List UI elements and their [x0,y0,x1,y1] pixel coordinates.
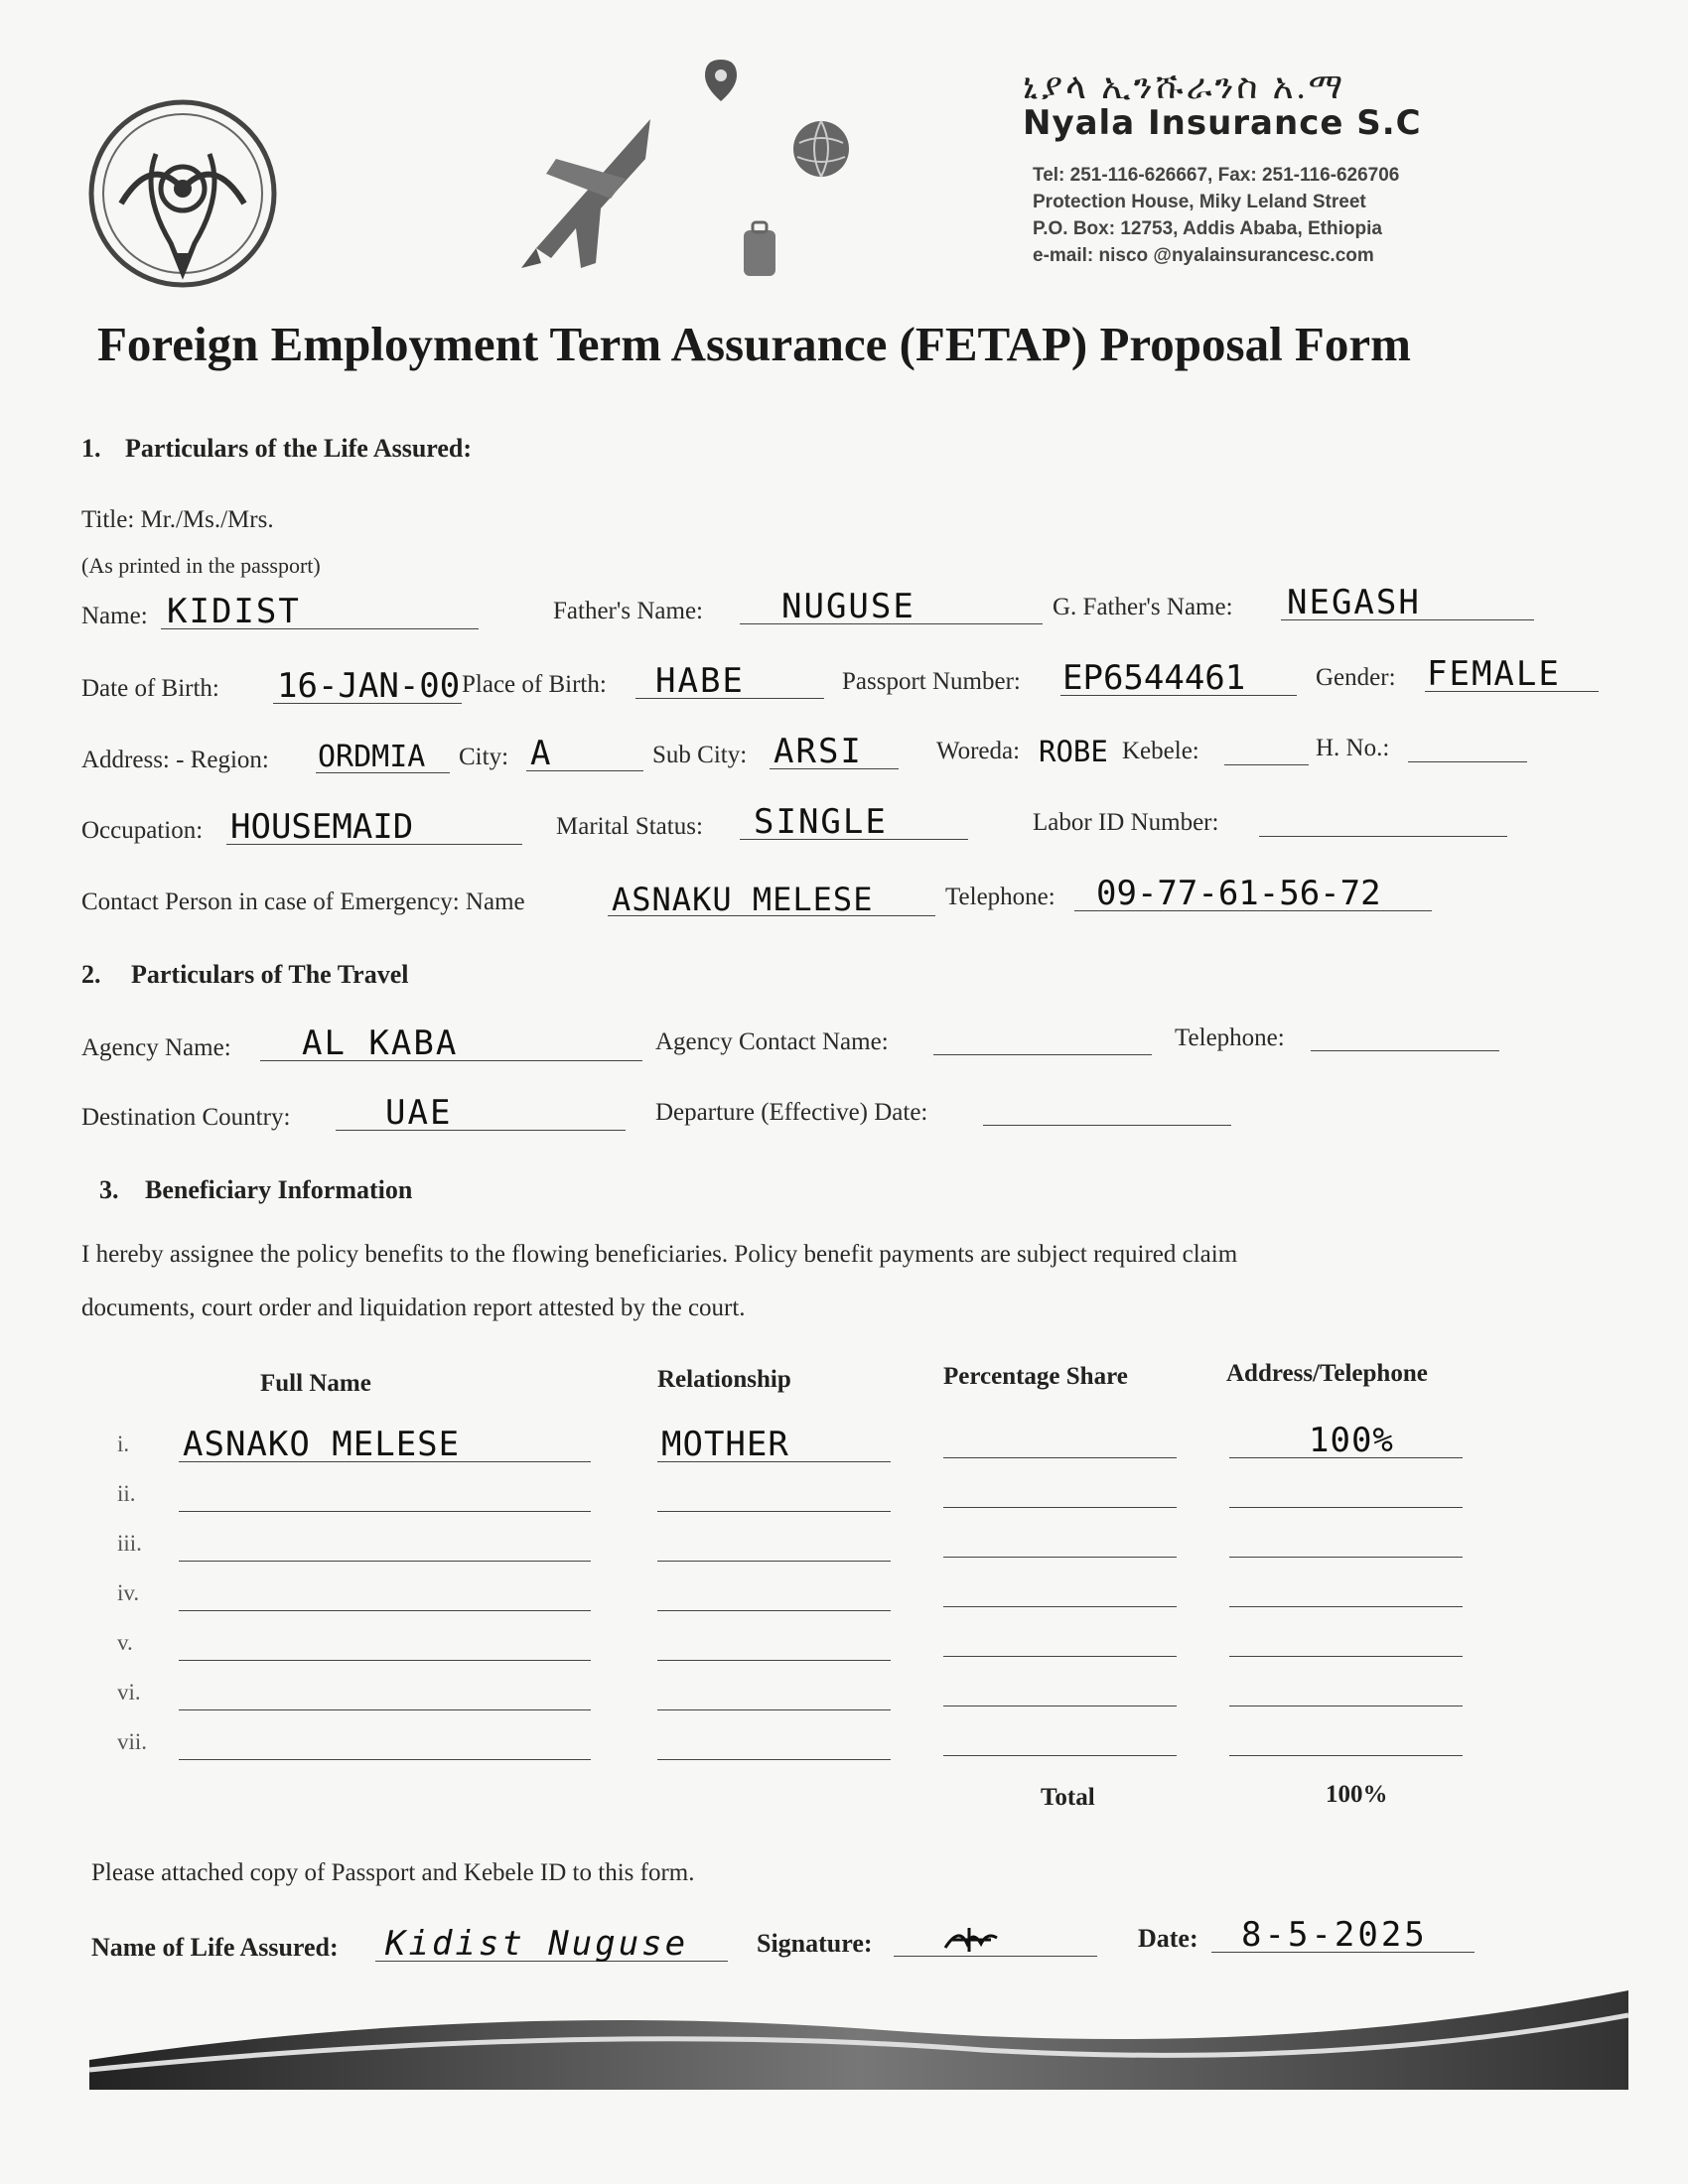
beneficiary-row-number: iii. [117,1531,142,1556]
beneficiary-address-field[interactable] [1229,1755,1463,1756]
gfather-name-field[interactable] [1281,583,1534,622]
total-value: 100% [1326,1781,1388,1808]
beneficiary-percentage-field[interactable] [943,1457,1177,1458]
passport-number-value: EP6544461 [1062,658,1246,698]
beneficiary-row-number: ii. [117,1481,136,1506]
contact-email: e-mail: nisco @nyalainsurancesc.com [1033,245,1374,266]
passport-number-label: Passport Number: [842,668,1021,695]
emergency-telephone-label: Telephone: [945,884,1055,910]
father-name-label: Father's Name: [553,598,703,624]
date-value: 8-5-2025 [1241,1915,1428,1955]
total-label: Total [1041,1784,1095,1811]
beneficiary-full-name: ASNAKO MELESE [183,1425,461,1464]
col-header-full-name: Full Name [260,1370,371,1397]
beneficiary-row-number: iv. [117,1580,140,1605]
contact-address: Protection House, Miky Leland Street [1033,192,1366,212]
section2-number: 2. [81,960,101,989]
agency-name-field[interactable] [260,1024,642,1063]
beneficiary-percentage-field[interactable] [943,1557,1177,1558]
beneficiary-row-number: v. [117,1630,133,1655]
date-label: Date: [1138,1924,1198,1953]
agency-telephone-field[interactable] [1311,1050,1499,1051]
airplane-icon [516,99,665,278]
title-label: Title: Mr./Ms./Mrs. [81,506,274,533]
name-field[interactable] [161,592,479,631]
kebele-field[interactable] [1224,764,1309,765]
gfather-name-label: G. Father's Name: [1053,594,1233,620]
name-label: Name: [81,603,148,629]
emergency-contact-field[interactable] [608,881,935,918]
kebele-label: Kebele: [1122,738,1199,764]
emergency-contact-value: ASNAKU MELESE [612,881,874,918]
beneficiary-address-field[interactable] [1229,1557,1463,1558]
beneficiary-full-name-field[interactable] [179,1709,591,1710]
destination-country-field[interactable] [336,1093,626,1133]
beneficiary-relationship-field[interactable] [657,1610,891,1611]
life-assured-field[interactable] [375,1924,728,1964]
woreda-label: Woreda: [936,738,1021,764]
beneficiary-relationship-field[interactable] [657,1709,891,1710]
departure-date-field[interactable] [983,1125,1231,1126]
father-name-field[interactable] [740,587,1043,626]
company-logo [81,94,285,293]
region-label: Address: - Region: [81,747,269,773]
pob-field[interactable] [635,661,824,701]
section2-heading: Particulars of The Travel [131,960,409,989]
city-value: A [530,734,553,773]
gfather-name-value: NEGASH [1287,583,1421,622]
passport-note: (As printed in the passport) [81,553,321,578]
beneficiary-relationship: MOTHER [661,1425,789,1464]
agency-name-label: Agency Name: [81,1034,231,1061]
occupation-field[interactable] [226,807,522,847]
beneficiary-relationship-field[interactable] [657,1561,891,1562]
pob-label: Place of Birth: [462,671,607,698]
marital-status-label: Marital Status: [556,813,703,840]
contact-block [1033,162,1399,269]
company-name-amharic: ኒያላ ኢንሹራንስ አ.ማ [1023,67,1346,106]
occupation-value: HOUSEMAID [230,807,414,847]
pob-value: HABE [655,661,745,701]
beneficiary-address-field[interactable] [1229,1606,1463,1607]
woreda-value[interactable]: ROBE [1039,735,1108,768]
father-name-value: NUGUSE [781,587,915,626]
beneficiary-address-field[interactable] [1229,1507,1463,1508]
beneficiary-row-number: i. [117,1432,130,1456]
agency-contact-field[interactable] [933,1054,1152,1055]
life-assured-value: Kidist Nuguse [385,1924,689,1964]
subcity-field[interactable] [770,732,899,771]
col-header-address-telephone: Address/Telephone [1226,1360,1428,1387]
col-header-relationship: Relationship [657,1366,791,1393]
agency-telephone-label: Telephone: [1175,1024,1285,1051]
globe-icon [789,117,853,181]
beneficiary-full-name-field[interactable] [179,1425,591,1464]
beneficiary-statement-line2: documents, court order and liquidation report attested by the court. [81,1295,746,1321]
region-value: ORDMIA [318,740,426,774]
hno-field[interactable] [1408,761,1527,762]
subcity-value: ARSI [774,732,863,771]
col-header-percentage-share: Percentage Share [943,1363,1128,1390]
beneficiary-row-number: vi. [117,1680,141,1705]
agency-contact-label: Agency Contact Name: [655,1028,889,1055]
dob-label: Date of Birth: [81,675,219,702]
beneficiary-full-name-field[interactable] [179,1610,591,1611]
pin-icon [701,58,741,103]
emergency-telephone-field[interactable] [1074,874,1432,913]
beneficiary-percentage-field[interactable] [943,1507,1177,1508]
beneficiary-full-name-field[interactable] [179,1561,591,1562]
date-field[interactable] [1211,1915,1475,1955]
beneficiary-address-field[interactable] [1229,1421,1463,1460]
form-title: Foreign Employment Term Assurance (FETAP) Proposal Form [97,317,1411,371]
name-value: KIDIST [167,592,301,631]
section1-heading: Particulars of the Life Assured: [125,434,473,463]
dob-value: 16-JAN-00 [277,666,461,706]
footer-wave-band [89,1971,1628,2090]
contact-tel: Tel: 251-116-626667, Fax: 251-116-626706 [1033,165,1400,186]
subcity-label: Sub City: [652,742,748,768]
gender-field[interactable] [1425,654,1599,694]
gender-value: FEMALE [1427,654,1561,694]
life-assured-label: Name of Life Assured: [91,1933,339,1962]
city-label: City: [459,744,509,770]
luggage-icon [740,220,779,280]
beneficiary-percentage-field[interactable] [943,1656,1177,1657]
labor-id-field[interactable] [1259,836,1507,837]
city-field[interactable] [526,734,643,773]
beneficiary-address-field[interactable] [1229,1656,1463,1657]
occupation-label: Occupation: [81,817,204,844]
section3-number: 3. [99,1175,119,1204]
dob-field[interactable] [273,666,462,706]
marital-status-field[interactable] [740,802,968,842]
departure-date-label: Departure (Effective) Date: [655,1099,928,1126]
labor-id-label: Labor ID Number: [1033,809,1219,836]
emergency-telephone-value: 09-77-61-56-72 [1096,874,1381,913]
beneficiary-relationship-field[interactable] [657,1425,891,1464]
attach-note: Please attached copy of Passport and Kebele ID to this form. [91,1859,695,1886]
beneficiary-relationship-field[interactable] [657,1759,891,1760]
agency-name-value: AL KABA [302,1024,459,1063]
beneficiary-statement-line1: I hereby assignee the policy benefits to the flowing beneficiaries. Policy benefit payments are subject required claim [81,1241,1238,1268]
signature-field[interactable] [894,1956,1097,1957]
beneficiary-full-name-field[interactable] [179,1759,591,1760]
beneficiary-percentage-field[interactable] [943,1755,1177,1756]
signature-label: Signature: [757,1929,873,1958]
signature-mark [941,1922,1001,1956]
contact-pobox: P.O. Box: 12753, Addis Ababa, Ethiopia [1033,218,1382,239]
beneficiary-full-name-field[interactable] [179,1511,591,1512]
gender-label: Gender: [1316,664,1396,691]
emergency-contact-label: Contact Person in case of Emergency: Name [81,888,525,915]
company-name: Nyala Insurance S.C [1023,103,1422,143]
beneficiary-row-number: vii. [117,1729,148,1754]
beneficiary-address: 100% [1309,1421,1394,1460]
beneficiary-full-name-field[interactable] [179,1660,591,1661]
region-field[interactable] [316,740,450,774]
hno-label: H. No.: [1316,735,1390,761]
destination-country-label: Destination Country: [81,1104,291,1131]
section3-heading: Beneficiary Information [145,1175,413,1204]
passport-number-field[interactable] [1060,658,1297,698]
beneficiary-relationship-field[interactable] [657,1660,891,1661]
destination-country-value: UAE [385,1093,453,1133]
section1-number: 1. [81,434,101,463]
marital-status-value: SINGLE [754,802,888,842]
beneficiary-percentage-field[interactable] [943,1606,1177,1607]
beneficiary-relationship-field[interactable] [657,1511,891,1512]
